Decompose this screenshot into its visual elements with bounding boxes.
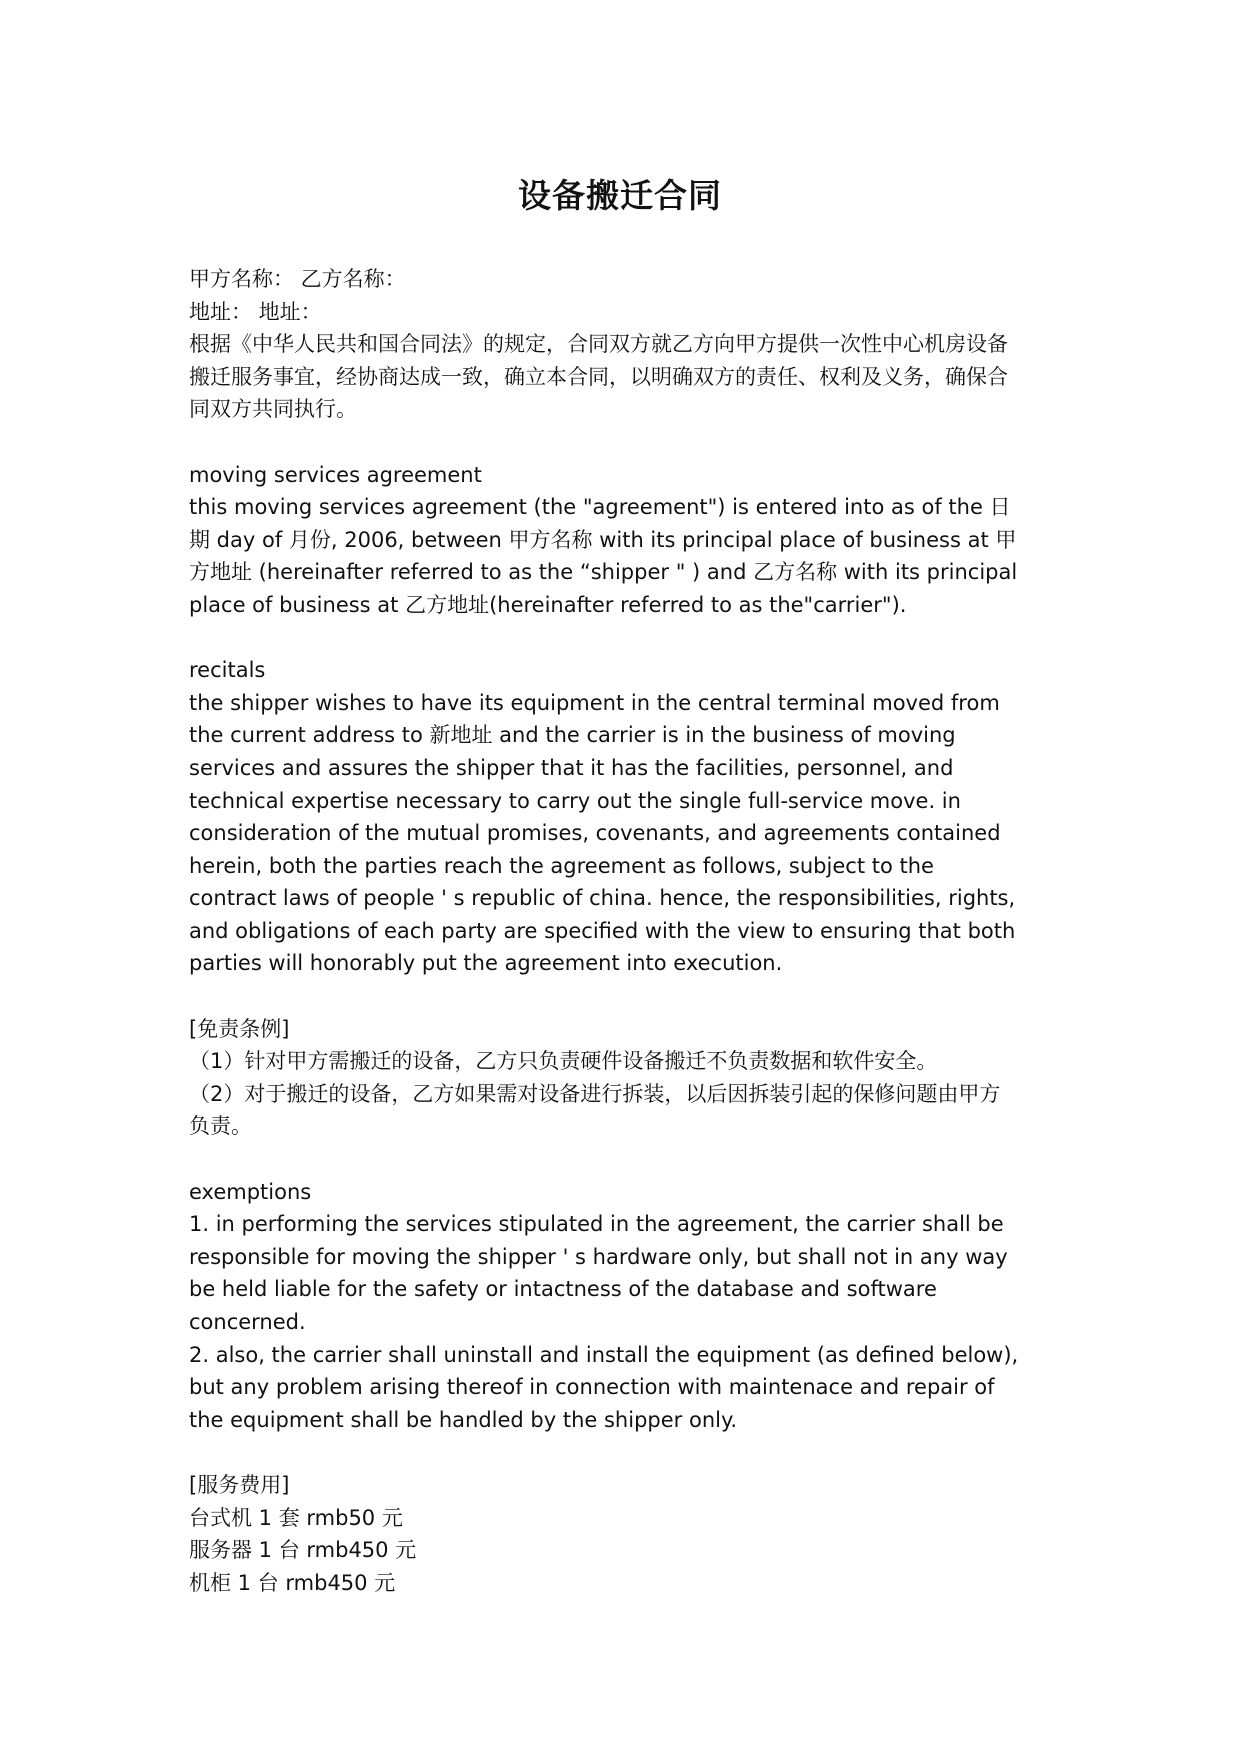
text-line: this moving services agreement (the "agreement") is entered into as of the 日	[189, 495, 1011, 520]
document-title: 设备搬迁合同	[518, 176, 722, 215]
text-line: recitals	[189, 658, 266, 683]
text-line: moving services agreement	[189, 462, 482, 487]
blank-line	[189, 426, 1059, 459]
text-line: the current address to 新地址 and the carrier is in the business of moving	[189, 723, 956, 748]
blank-line	[189, 1143, 1059, 1176]
text-line: consideration of the mutual promises, covenants, and agreements contained	[189, 821, 1001, 846]
text-line: 服务器 1 台 rmb450 元	[189, 1538, 417, 1563]
text-line: parties will honorably put the agreement into execution.	[189, 951, 783, 976]
blank-line	[189, 622, 1059, 655]
text-line: place of business at 乙方地址(hereinafter referred to as the"carrier").	[189, 592, 907, 617]
text-line: 搬迁服务事宜，经协商达成一致，确立本合同，以明确双方的责任、权利及义务，确保合	[189, 364, 1008, 389]
text-line: contract laws of people ' s republic of china. hence, the responsibilities, rights,	[189, 886, 1016, 911]
text-line: and obligations of each party are specified with the view to ensuring that both	[189, 918, 1016, 943]
text-line: （2）对于搬迁的设备，乙方如果需对设备进行拆装，以后因拆装引起的保修问题由甲方	[189, 1081, 1001, 1106]
text-line: responsible for moving the shipper ' s hardware only, but shall not in any way	[189, 1244, 1008, 1269]
blank-line	[189, 980, 1059, 1013]
document-body	[189, 263, 1059, 1599]
text-line: [服务费用]	[189, 1472, 290, 1497]
text-line: 台式机 1 套 rmb50 元	[189, 1505, 403, 1530]
text-line: （1）针对甲方需搬迁的设备，乙方只负责硬件设备搬迁不负责数据和软件安全。	[189, 1049, 938, 1074]
text-line: exemptions	[189, 1179, 312, 1204]
text-line: be held liable for the safety or intactness of the database and software	[189, 1277, 937, 1302]
text-line: concerned.	[189, 1310, 306, 1334]
text-line: 根据《中华人民共和国合同法》的规定，合同双方就乙方向甲方提供一次性中心机房设备	[189, 332, 1008, 357]
blank-line	[189, 1436, 1059, 1469]
text-line: the shipper wishes to have its equipment in the central terminal moved from	[189, 690, 1000, 715]
text-line: herein, both the parties reach the agreement as follows, subject to the	[189, 853, 934, 878]
text-line: but any problem arising thereof in connection with maintenace and repair of	[189, 1375, 995, 1400]
text-line: 负责。	[189, 1114, 252, 1139]
text-line: 2. also, the carrier shall uninstall and install the equipment (as defined below),	[189, 1342, 1019, 1367]
text-line: 期 day of 月份, 2006, between 甲方名称 with its principal place of business at 甲	[189, 527, 1017, 552]
text-line: technical expertise necessary to carry out the single full-service move. in	[189, 788, 961, 813]
text-line: 地址： 地址：	[189, 299, 322, 324]
text-line: [免责条例]	[189, 1016, 290, 1041]
text-line: the equipment shall be handled by the shipper only.	[189, 1407, 738, 1432]
text-line: 机柜 1 台 rmb450 元	[189, 1570, 396, 1595]
text-line: 同双方共同执行。	[189, 397, 357, 422]
text-line: services and assures the shipper that it has the facilities, personnel, and	[189, 755, 954, 780]
text-line: 甲方名称： 乙方名称：	[189, 267, 406, 291]
text-line: 1. in performing the services stipulated in the agreement, the carrier shall be	[189, 1212, 1004, 1237]
text-line: 方地址 (hereinafter referred to as the “shipper " ) and 乙方名称 with its principal	[189, 560, 1018, 585]
